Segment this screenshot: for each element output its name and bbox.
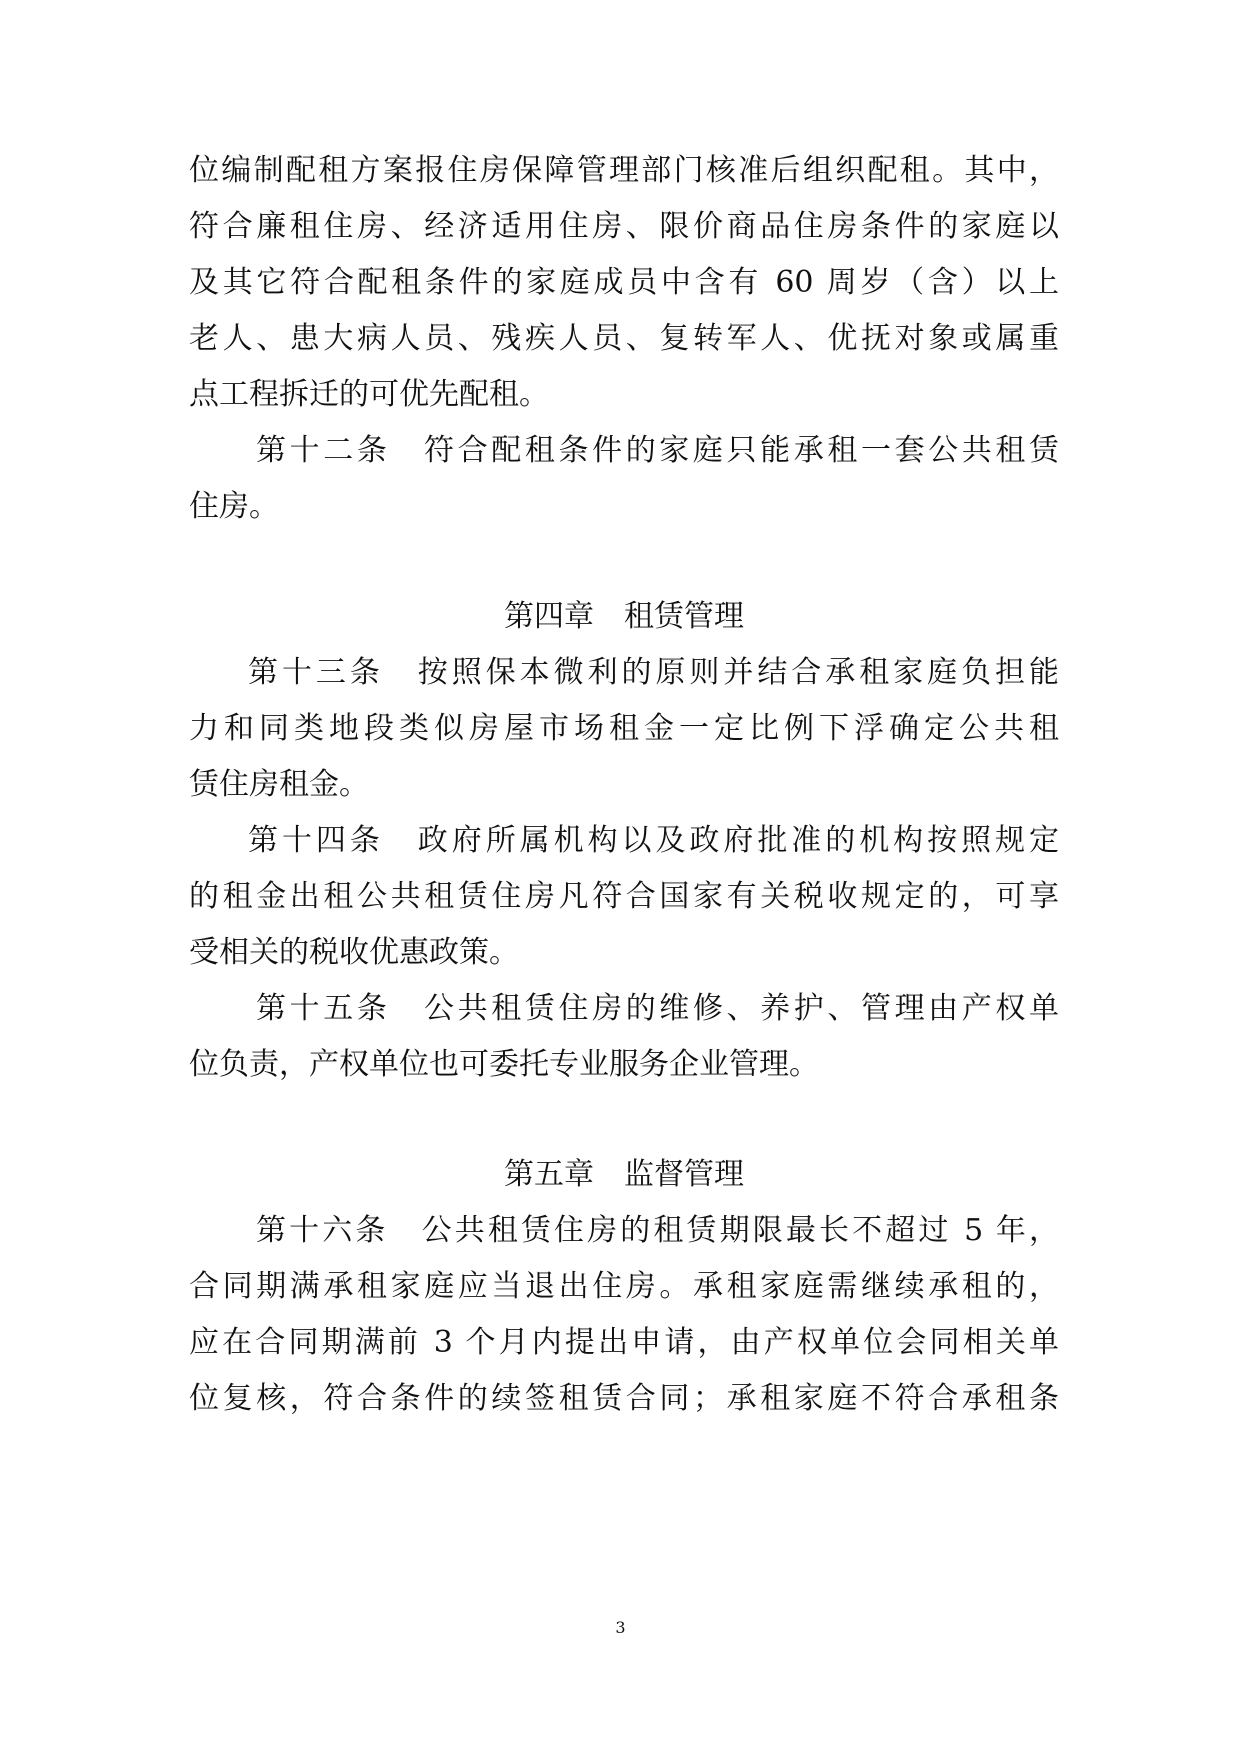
chapter-heading-5: 第五章 监督管理 — [504, 1157, 744, 1192]
article-16-line: 位复核，符合条件的续签租赁合同；承租家庭不符合承租条 — [189, 1381, 1059, 1416]
article-14-line: 受相关的税收优惠政策。 — [189, 935, 519, 970]
article-12-line: 第十二条 符合配租条件的家庭只能承租一套公共租赁 — [256, 433, 1059, 468]
article-14-line: 第十四条 政府所属机构以及政府批准的机构按照规定 — [248, 823, 1059, 858]
body-text-line: 及其它符合配租条件的家庭成员中含有 60 周岁（含）以上 — [189, 265, 1059, 300]
article-16-line: 合同期满承租家庭应当退出住房。承租家庭需继续承租的， — [189, 1269, 1059, 1304]
article-12-line: 住房。 — [189, 489, 279, 524]
article-13-line: 赁住房租金。 — [189, 767, 369, 802]
page-number: 3 — [615, 1618, 626, 1637]
article-13-line: 第十三条 按照保本微利的原则并结合承租家庭负担能 — [248, 655, 1059, 690]
article-15-line: 第十五条 公共租赁住房的维修、养护、管理由产权单 — [256, 991, 1059, 1026]
article-14-line: 的租金出租公共租赁住房凡符合国家有关税收规定的，可享 — [189, 879, 1059, 914]
body-text-line: 老人、患大病人员、残疾人员、复转军人、优抚对象或属重 — [189, 321, 1059, 356]
chapter-heading-4: 第四章 租赁管理 — [504, 599, 744, 634]
article-15-line: 位负责，产权单位也可委托专业服务企业管理。 — [189, 1047, 819, 1082]
article-13-line: 力和同类地段类似房屋市场租金一定比例下浮确定公共租 — [189, 711, 1059, 746]
article-16-line: 第十六条 公共租赁住房的租赁期限最长不超过 5 年， — [256, 1213, 1059, 1248]
article-16-line: 应在合同期满前 3 个月内提出申请，由产权单位会同相关单 — [189, 1325, 1059, 1360]
body-text-line: 符合廉租住房、经济适用住房、限价商品住房条件的家庭以 — [189, 209, 1059, 244]
body-text-line: 点工程拆迁的可优先配租。 — [189, 377, 549, 412]
body-text-line: 位编制配租方案报住房保障管理部门核准后组织配租。其中， — [189, 153, 1059, 188]
